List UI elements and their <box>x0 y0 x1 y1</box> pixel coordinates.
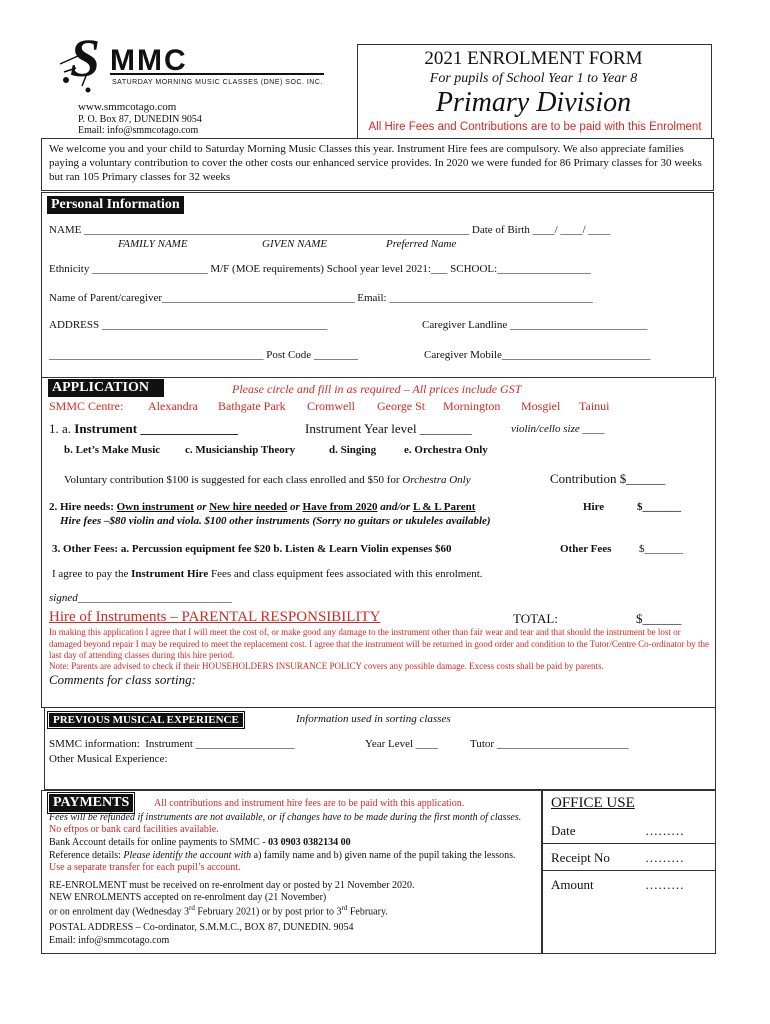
bank-details: Bank Account details for online payments to SMMC - 03 0903 0382134 00 <box>49 837 351 848</box>
agreement-text: I agree to pay the Instrument Hire Fees and class equipment fees associated with this enrolment. <box>52 568 483 580</box>
centre-cromwell[interactable]: Cromwell <box>307 399 355 413</box>
smmc-instrument-field[interactable]: SMMC information: Instrument __________________ <box>49 738 295 750</box>
office-use-heading: OFFICE USE <box>551 795 635 811</box>
office-divider <box>541 870 715 871</box>
centre-tainui[interactable]: Tainui <box>579 399 610 413</box>
form-title: 2021 ENROLMENT FORM <box>424 48 643 69</box>
welcome-text: We welcome you and your child to Saturday Morning Music Classes this year. Instrument Hire fees are compulsory. We also appreciate families paying a voluntary contribution to cover the other costs our enhanced service provides. In 2020 we were funded for 86 Primary classes for 30 weeks but ran 105 Primary classes for 32 weeks <box>49 143 702 183</box>
contribution-amount[interactable]: Contribution $______ <box>550 471 666 486</box>
centre-mosgiel[interactable]: Mosgiel <box>521 399 561 413</box>
refund-text: Fees will be refunded if instruments are not available, or if changes have to be made during the first month of classes. No eftpos or bank card facilities available. <box>49 812 522 835</box>
reenrolment-text: RE-ENROLMENT must be received on re-enrolment day or posted by 21 November 2020. <box>49 880 415 891</box>
parent-field[interactable]: Name of Parent/caregiver___________________________________ Email: _____________________________________ <box>49 292 593 304</box>
hire-notice: All Hire Fees and Contributions are to be paid with this Enrolment <box>368 121 702 133</box>
total-label: TOTAL: <box>513 611 558 626</box>
item1-violin-size[interactable]: violin/cello size ____ <box>511 423 605 435</box>
parental-responsibility-heading: Hire of Instruments – PARENTAL RESPONSIBILITY <box>49 609 381 625</box>
enrolment-day-text: or on enrolment day (Wednesday 3rd February 2021) or by post prior to 3rd February. <box>49 904 388 918</box>
form-subtitle: For pupils of School Year 1 to Year 8 <box>429 71 638 86</box>
centre-bathgate-park[interactable]: Bathgate Park <box>218 399 286 413</box>
item1-year-level[interactable]: Instrument Year level ________ <box>305 421 472 436</box>
office-receipt-label: Receipt No <box>551 850 610 865</box>
voluntary-contribution-text: Voluntary contribution $100 is suggested for each class enrolled and $50 for Orchestra Only <box>64 474 471 486</box>
smmc-logo-graphic <box>58 28 328 98</box>
given-name-label: GIVEN NAME <box>262 238 328 250</box>
tutor-field[interactable]: Tutor ________________________ <box>470 738 629 750</box>
address-field[interactable]: ADDRESS _________________________________________ <box>49 319 328 331</box>
total-amount[interactable]: $______ <box>636 611 682 626</box>
class-musicianship-theory[interactable]: c. Musicianship Theory <box>185 444 296 456</box>
other-fees-amount[interactable]: $_______ <box>639 543 683 555</box>
parental-responsibility-text: In making this application I agree that I will meet the cost of, or make good any damage to the instrument other than fair wear and tear and that should the instrument be lost or damaged beyond repair I may be required to meet the replacement cost. I agree that the instrument will be returned in good order and condition to the Tutor/Centre Co-ordinator by the last day of attending classes during this hire period. <box>49 627 710 660</box>
class-singing[interactable]: d. Singing <box>329 444 377 456</box>
insurance-note: Note: Parents are advised to check if their HOUSEHOLDERS INSURANCE POLICY covers any possible damage. Excess costs shall be paid by parents. <box>49 661 604 671</box>
personal-heading: Personal Information <box>47 196 184 214</box>
postcode-field[interactable]: _______________________________________ Post Code ________ <box>49 349 358 361</box>
hire-needs[interactable]: 2. Hire needs: Own instrument or New hire needed or Have from 2020 and/or L & L Parent <box>49 501 476 513</box>
item1-instrument[interactable]: 1. a. Instrument _______________ <box>49 421 238 436</box>
office-receipt-value[interactable]: ……… <box>645 850 684 865</box>
other-fees-line[interactable]: 3. Other Fees: a. Percussion equipment fee $20 b. Listen & Learn Violin expenses $60 <box>52 543 452 555</box>
name-field[interactable]: NAME ______________________________________________________________________ Date of Birth ____/ ____/ ____ <box>49 224 611 236</box>
application-instruction: Please circle and fill in as required – All prices include GST <box>232 382 522 396</box>
family-name-label: FAMILY NAME <box>118 238 188 250</box>
header-email: Email: info@smmcotago.com <box>78 125 199 136</box>
new-enrolments-text: NEW ENROLMENTS accepted on re-enrolment day (21 November) <box>49 892 327 903</box>
svg-text:MMC: MMC <box>110 44 188 77</box>
other-fees-label: Other Fees <box>560 543 612 555</box>
hire-fees-line: Hire fees –$80 violin and viola. $100 other instruments (Sorry no guitars or ukuleles available) <box>60 515 491 527</box>
mobile-field[interactable]: Caregiver Mobile___________________________ <box>424 349 651 361</box>
office-amount-value[interactable]: ……… <box>645 877 684 892</box>
class-lets-make-music[interactable]: b. Let’s Make Music <box>64 444 161 456</box>
class-orchestra-only[interactable]: e. Orchestra Only <box>404 444 488 456</box>
payments-heading: PAYMENTS <box>49 794 133 812</box>
preferred-name-label: Preferred Name <box>386 238 457 250</box>
payments-notice: All contributions and instrument hire fees are to be paid with this application. <box>154 798 465 809</box>
comments-label[interactable]: Comments for class sorting: <box>49 672 196 687</box>
previous-experience-heading: PREVIOUS MUSICAL EXPERIENCE <box>49 713 243 727</box>
office-use-box <box>541 790 716 954</box>
year-level-field[interactable]: Year Level ____ <box>365 738 438 750</box>
website: www.smmcotago.com <box>78 101 177 113</box>
reference-details: Reference details: Please identify the account with a) family name and b) given name of the pupil taking the lessons. Use a separate transfer for each pupil’s account. <box>49 850 516 873</box>
postal-address: POSTAL ADDRESS – Co-ordinator, S.M.M.C., BOX 87, DUNEDIN. 9054 <box>49 922 354 933</box>
centre-george-st[interactable]: George St <box>377 399 426 413</box>
office-date-value[interactable]: ……… <box>645 823 684 838</box>
centre-mornington[interactable]: Mornington <box>443 399 501 413</box>
po-box: P. O. Box 87, DUNEDIN 9054 <box>78 114 202 125</box>
sorting-info: Information used in sorting classes <box>296 713 451 725</box>
application-heading: APPLICATION <box>48 379 164 397</box>
payments-email: Email: info@smmcotago.com <box>49 935 170 946</box>
centre-label: SMMC Centre: <box>49 399 124 413</box>
signature-field[interactable]: signed____________________________ <box>49 592 232 604</box>
office-divider <box>541 843 715 844</box>
office-amount-label: Amount <box>551 877 594 892</box>
division-title: Primary Division <box>435 87 632 118</box>
landline-field[interactable]: Caregiver Landline _________________________ <box>422 319 648 331</box>
logo <box>58 28 328 98</box>
hire-label: Hire <box>583 501 605 513</box>
other-experience-field[interactable]: Other Musical Experience: <box>49 753 168 765</box>
hire-amount[interactable]: $_______ <box>637 501 681 513</box>
ethnicity-field[interactable]: Ethnicity _____________________ M/F (MOE requirements) School year level 2021:___ SCHOOL:_________________ <box>49 263 591 275</box>
centre-alexandra[interactable]: Alexandra <box>148 399 198 413</box>
svg-text:SATURDAY MORNING MUSIC CLASSES: SATURDAY MORNING MUSIC CLASSES (DNE) SOC. INC. <box>112 79 323 86</box>
office-date-label: Date <box>551 823 576 838</box>
svg-text:S: S <box>70 28 101 88</box>
